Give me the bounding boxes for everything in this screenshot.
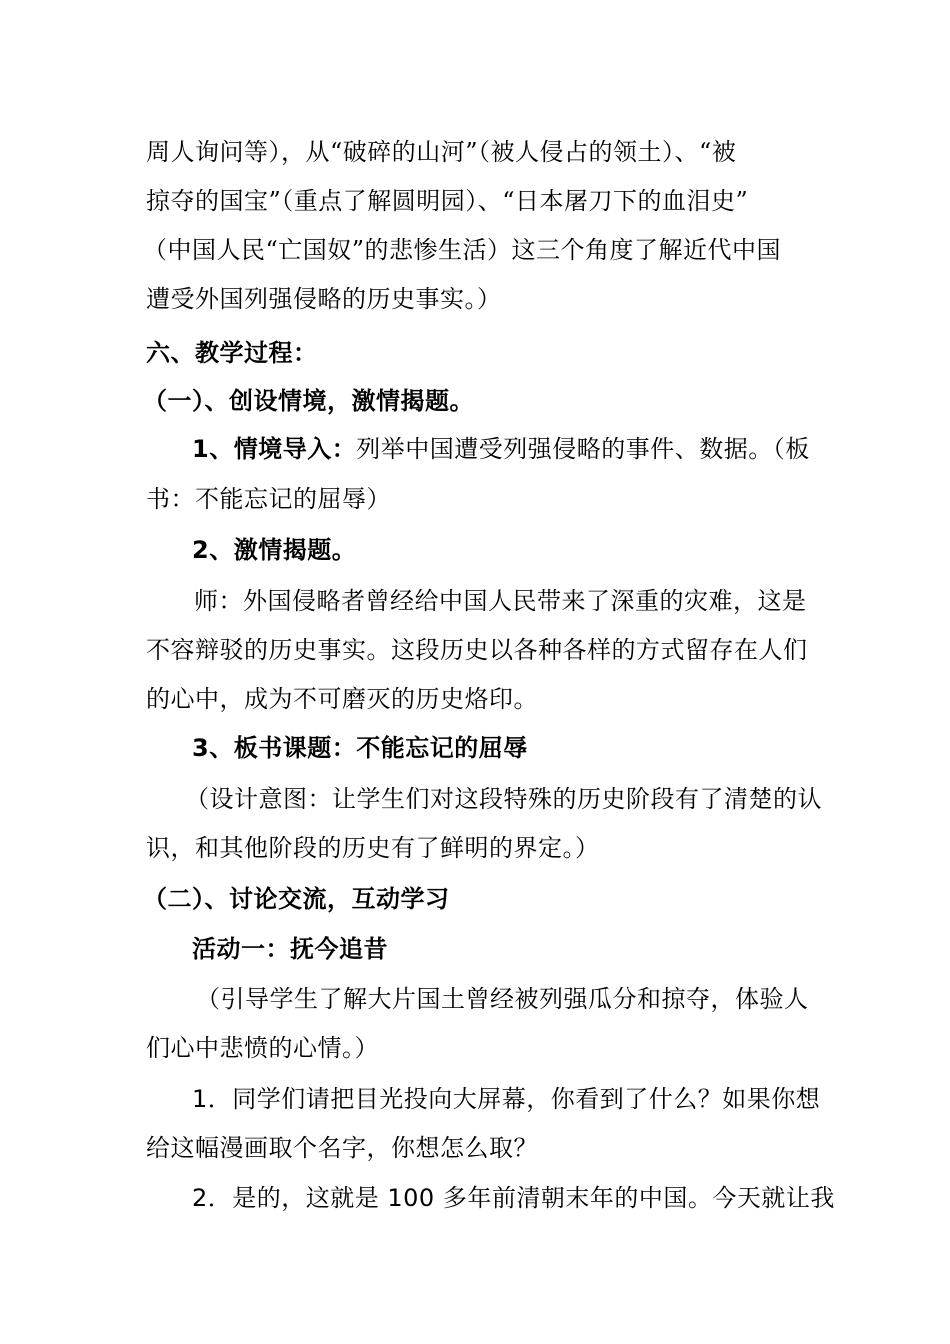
paragraph-line: 周人询问等），从“破碎的山河”（被人侵占的领土）、“被 [146, 138, 737, 166]
paragraph-line: （中国人民“亡国奴”的悲惨生活）这三个角度了解近代中国 [143, 236, 782, 264]
subsection-heading: （二）、讨论交流，互动学习 [143, 885, 450, 913]
section-heading: 六、教学过程： [146, 339, 318, 367]
design-intent-line: 识，和其他阶段的历史有了鲜明的界定。） [146, 834, 600, 862]
teacher-line: 的心中，成为不可磨灭的历史烙印。 [146, 685, 538, 713]
paragraph-line: 掠夺的国宝”（重点了解圆明园）、“日本屠刀下的血泪史” [146, 187, 749, 215]
question-line: 2．是的，这就是 100 多年前清朝末年的中国。今天就让我 [192, 1184, 835, 1212]
teacher-line: 不容辩驳的历史事实。这段历史以各种各样的方式留存在人们 [146, 636, 808, 664]
item-3-heading: 3、板书课题：不能忘记的屈辱 [192, 734, 528, 762]
item-1-text: 列举中国遭受列强侵略的事件、数据。（板 [356, 435, 810, 463]
item-1-text-continued: 书：不能忘记的屈辱） [146, 485, 391, 513]
question-line: 给这幅漫画取个名字，你想怎么取？ [146, 1134, 538, 1162]
activity-line: 们心中悲愤的心情。） [146, 1034, 379, 1062]
item-2-heading: 2、激情揭题。 [192, 536, 357, 564]
paragraph-line: 遭受外国列强侵略的历史事实。） [146, 285, 502, 313]
item-1-label: 1、情境导入： [192, 435, 357, 463]
item-1-line [192, 434, 854, 464]
teacher-line: 师：外国侵略者曾经给中国人民带来了深重的灾难，这是 [194, 587, 807, 615]
design-intent-line: （设计意图：让学生们对这段特殊的历史阶段有了清楚的认 [185, 785, 822, 813]
activity-line: （引导学生了解大片国土曾经被列强瓜分和掠夺，体验人 [196, 985, 809, 1013]
question-line: 1．同学们请把目光投向大屏幕，你看到了什么？如果你想 [192, 1085, 821, 1113]
activity-heading: 活动一：抚今追昔 [192, 935, 388, 963]
subsection-heading: （一）、创设情境，激情揭题。 [143, 387, 474, 415]
